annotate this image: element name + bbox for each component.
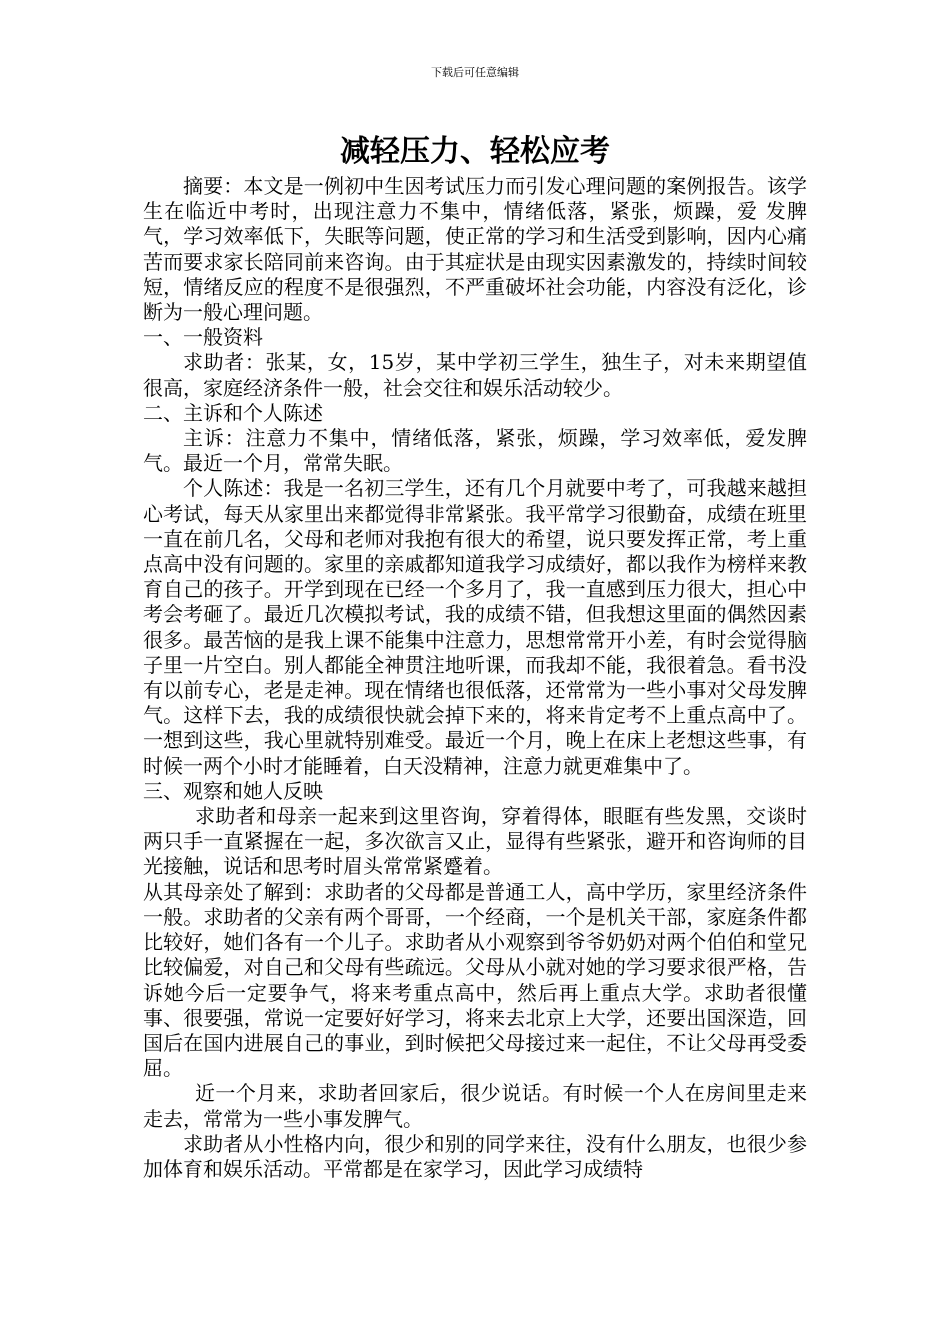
abstract-paragraph bbox=[143, 174, 807, 325]
paragraph-client-info: 求助者：张某，女，15岁，某中学初三学生，独生子，对未来期望值很高，家庭经济条件一般，社会交往和娱乐活动较少。 bbox=[143, 350, 807, 400]
section-heading-complaint: 二、主诉和个人陈述 bbox=[143, 400, 323, 425]
paragraph-personal-statement: 个人陈述：我是一名初三学生，还有几个月就要中考了，可我越来越担心考试，每天从家里出来都觉得非常紧张。我平常学习很勤奋，成绩在班里一直在前几名，父母和老师对我抱有很大的希望，说只要发挥正常，考上重点高中没有问题的。家里的亲戚都知道我学习成绩好，都以我作为榜样来教育自己的孩子。开学到现在已经一个多月了，我一直感到压力很大，担心中考会考砸了。最近几次模拟考试，我的成绩不错，但我想这里面的偶然因素很多。最苦恼的是我上课不能集中注意力，思想常常开小差，有时会觉得脑子里一片空白。别人都能全神贯注地听课，而我却不能，我很着急。看书没有以前专心，老是走神。现在情绪也很低落，还常常为一些小事对父母发脾气。这样下去，我的成绩很快就会掉下来的，将来肯定考不上重点高中了。一想到这些，我心里就特别难受。最近一个月，晚上在床上老想这些事，有时候一两个小时才能睡着，白天没精神，注意力就更难集中了。 bbox=[143, 476, 807, 778]
section-heading-general-info: 一、一般资料 bbox=[143, 325, 263, 350]
paragraph-observation: 求助者和母亲一起来到这里咨询，穿着得体，眼眶有些发黑，交谈时两只手一直紧握在一起，多次欲言又止，显得有些紧张，避开和咨询师的目光接触，说话和思考时眉头常常紧蹙着。 bbox=[143, 804, 807, 879]
document-body bbox=[143, 174, 807, 1182]
document-title: 减轻压力、轻松应考 bbox=[340, 134, 610, 169]
abstract-label: 摘要： bbox=[183, 174, 244, 198]
paragraph-personality: 求助者从小性格内向，很少和别的同学来往，没有什么朋友，也很少参加体育和娱乐活动。平常都是在家学习，因此学习成绩特 bbox=[143, 1131, 807, 1181]
paragraph-mother-report: 从其母亲处了解到：求助者的父母都是普通工人，高中学历，家里经济条件一般。求助者的父亲有两个哥哥，一个经商，一个是机关干部，家庭条件都比较好，她们各有一个儿子。求助者从小观察到爷爷奶奶对两个伯伯和堂兄比较偏爱，对自己和父母有些疏远。父母从小就对她的学习要求很严格，告诉她今后一定要争气，将来考重点高中，然后再上重点大学。求助者很懂事、很要强，常说一定要好好学习，将来去北京上大学，还要出国深造，回国后在国内进展自己的事业，到时候把父母接过来一起住，不让父母再受委屈。 bbox=[143, 879, 807, 1081]
section-heading-observation: 三、观察和她人反映 bbox=[143, 778, 323, 803]
paragraph-complaint: 主诉：注意力不集中，情绪低落，紧张，烦躁，学习效率低，爱发脾气。最近一个月，常常失眠。 bbox=[143, 426, 807, 476]
page-header-note: 下载后可任意编辑 bbox=[431, 66, 519, 79]
paragraph-recent-month: 近一个月来，求助者回家后，很少说话。有时候一个人在房间里走来走去，常常为一些小事发脾气。 bbox=[143, 1081, 807, 1131]
abstract-text: 本文是一例初中生因考试压力而引发心理问题的案例报告。该学生在临近中考时，出现注意力不集中，情绪低落，紧张，烦躁，爱 发脾气，学习效率低下，失眠等问题，使正常的学习和生活受到影响，因内心痛苦而要求家长陪同前来咨询。由于其症状是由现实因素激发的，持续时间较短，情绪反应的程度不是很强烈，不严重破坏社会功能，内容没有泛化，诊断为一般心理问题。 bbox=[143, 174, 808, 325]
